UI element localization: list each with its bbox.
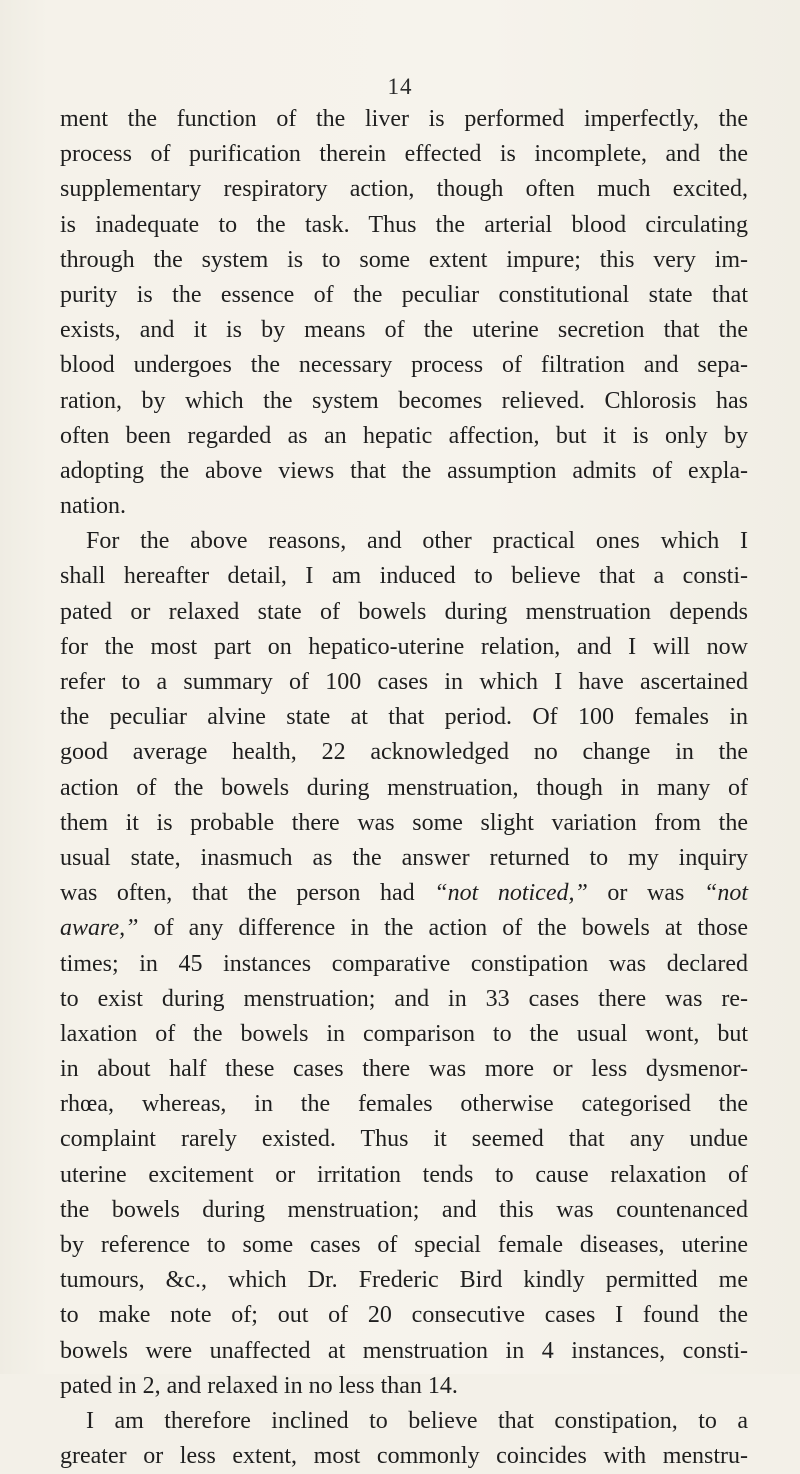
text-line	[60, 172, 748, 207]
text-run: by reference to some cases of special female diseases, uterine	[60, 1232, 748, 1258]
text-line	[60, 384, 748, 419]
text-run: process of purification therein effected is incomplete, and the	[60, 141, 748, 168]
text-line	[60, 137, 748, 172]
text-line	[60, 982, 748, 1017]
text-run: complaint rarely existed. Thus it seemed that any undue	[60, 1126, 748, 1153]
text-line	[60, 489, 748, 524]
text-run: laxation of the bowels in comparison to the usual wont, but	[60, 1020, 748, 1047]
text-line	[60, 1087, 748, 1122]
text-line	[60, 1298, 748, 1333]
text-line	[60, 771, 748, 806]
text-run: usual state, inasmuch as the answer returned to my inquiry	[60, 844, 748, 871]
text-line	[60, 278, 748, 313]
text-run: is inadequate to the task. Thus the arterial blood circulating	[60, 211, 748, 238]
text-line	[60, 911, 748, 946]
text-run: in about half these cases there was more or less dysmenor-	[60, 1056, 748, 1083]
text-line	[60, 700, 748, 735]
text-run: to exist during menstruation; and in 33 cases there was re-	[60, 985, 748, 1012]
text-run: adopting the above views that the assumption admits of expla-	[60, 457, 748, 484]
text-run: shall hereafter detail, I am induced to believe that a consti-	[60, 563, 748, 590]
text-line	[60, 1263, 748, 1298]
text-run: ration, by which the system becomes relieved. Chlorosis has	[60, 387, 748, 414]
text-line	[60, 348, 748, 383]
text-run: times; in 45 instances comparative constipation was declared	[60, 950, 748, 977]
text-run: ment the function of the liver is performed imperfectly, the	[60, 106, 748, 132]
text-run: supplementary respiratory action, though often much excited,	[60, 176, 748, 203]
text-run: often been regarded as an hepatic affection, but it is only by	[60, 422, 748, 449]
text-line	[60, 454, 748, 489]
text-run: exists, and it is by means of the uterine secretion that the	[60, 317, 748, 344]
text-run: pated or relaxed state of bowels during menstruation depends	[60, 598, 748, 625]
body-text	[60, 102, 748, 1474]
text-run: good average health, 22 acknowledged no change in the	[60, 739, 748, 766]
text-line	[60, 1439, 748, 1474]
text-line	[60, 313, 748, 348]
text-run: bowels were unaffected at menstruation in 4 instances, consti-	[60, 1337, 748, 1364]
text-line	[60, 630, 748, 665]
text-line	[60, 1334, 748, 1369]
text-run: of any difference in the action of the bowels at those	[138, 915, 748, 942]
text-run: nation.	[60, 493, 126, 520]
text-line	[60, 102, 748, 137]
text-line	[60, 1228, 748, 1263]
text-line	[60, 1052, 748, 1087]
text-run: greater or less extent, most commonly coincides with menstru-	[60, 1443, 748, 1470]
text-line	[60, 841, 748, 876]
text-line	[60, 595, 748, 630]
text-run: the bowels during menstruation; and this was countenanced	[60, 1196, 748, 1223]
text-line	[60, 1158, 748, 1193]
text-line	[60, 806, 748, 841]
text-line	[60, 876, 748, 911]
text-line	[60, 1122, 748, 1157]
text-run: uterine excitement or irritation tends to cause relaxation of	[60, 1161, 748, 1188]
text-run: purity is the essence of the peculiar constitutional state that	[60, 281, 748, 308]
text-line	[60, 208, 748, 243]
text-line	[60, 559, 748, 594]
italic-text: “not	[703, 880, 748, 907]
text-line	[60, 735, 748, 770]
text-run: or was	[587, 880, 704, 907]
italic-text: “not noticed,”	[434, 880, 588, 907]
text-line	[60, 419, 748, 454]
text-line	[60, 947, 748, 982]
text-run: tumours, &c., which Dr. Frederic Bird kindly permitted me	[60, 1267, 748, 1294]
text-line	[60, 524, 748, 559]
text-line	[60, 243, 748, 278]
text-run: to make note of; out of 20 consecutive cases I found the	[60, 1302, 748, 1329]
text-run: through the system is to some extent impure; this very im-	[60, 246, 748, 273]
text-run: rhœa, whereas, in the females otherwise categorised the	[60, 1091, 748, 1118]
text-line	[60, 665, 748, 700]
text-run: pated in 2, and relaxed in no less than 14.	[60, 1372, 458, 1399]
text-run: blood undergoes the necessary process of filtration and sepa-	[60, 352, 748, 379]
text-line	[60, 1017, 748, 1052]
text-line	[60, 1369, 748, 1404]
text-run: action of the bowels during menstruation, though in many of	[60, 774, 748, 801]
text-run: for the most part on hepatico-uterine relation, and I will now	[60, 633, 748, 660]
text-run: them it is probable there was some slight variation from the	[60, 809, 748, 836]
page-number: 14	[387, 74, 413, 99]
text-run: For the above reasons, and other practical ones which I	[86, 528, 748, 555]
text-run: refer to a summary of 100 cases in which I have ascertained	[60, 669, 748, 695]
italic-text: aware,”	[60, 915, 139, 942]
text-run: I am therefore inclined to believe that constipation, to a	[86, 1407, 748, 1434]
text-run: was often, that the person had	[60, 880, 435, 907]
text-line	[60, 1193, 748, 1228]
text-run: the peculiar alvine state at that period. Of 100 females in	[60, 704, 748, 731]
text-line	[60, 1404, 748, 1439]
